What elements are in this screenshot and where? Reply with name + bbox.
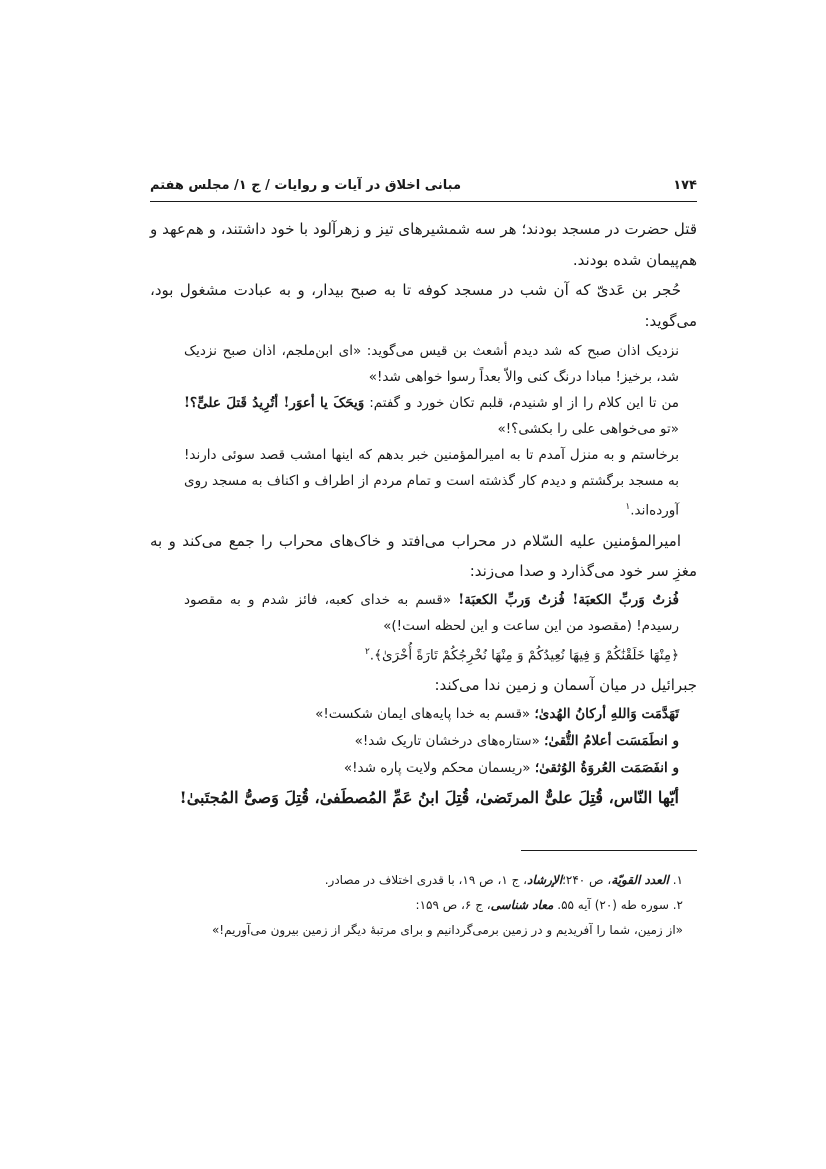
quote-8 <box>150 755 697 782</box>
quote-6-arabic: تَهَدَّمَت وَاللهِ أرکانُ الهُدیٰ؛ <box>534 705 679 722</box>
quote-7-arabic: و انطَمَسَت أعلامُ التُّقیٰ؛ <box>544 732 679 749</box>
header-rule <box>150 201 697 202</box>
page-number: ۱۷۴ <box>673 177 697 193</box>
footnote-1 <box>150 868 697 893</box>
footnote-2-source: معاد شناسی <box>490 898 554 912</box>
paragraph-4: جبرائیل در میان آسمان و زمین ندا می‌کند: <box>434 676 697 694</box>
footnote-1-detail: ، ج ۱، ص ۱۹، با قدری اختلاف در مصادر. <box>324 873 528 887</box>
footnote-ref-2[interactable]: ۲ <box>364 646 370 657</box>
quote-4 <box>150 587 697 639</box>
footnotes <box>150 868 697 943</box>
quote-6 <box>150 701 697 728</box>
paragraph-3: امیرالمؤمنین علیه السّلام در محراب می‌افتد و خاک‌های محراب را جمع می‌کند و به مغزِ سر خود می‌گذارد و صدا می‌زند: <box>150 531 697 580</box>
quote-2-translation: «تو می‌خواهی علی را بکشی؟!» <box>497 421 679 437</box>
footnote-3: «از زمین، شما را آفریدیم و در زمین برمی‌گردانیم و برای مرتبهٔ دیگر از زمین بیرون می‌آوریم!» <box>211 923 683 937</box>
footnote-2 <box>150 893 697 918</box>
quote-4-arabic: فُزتُ وَربِّ الکعبَة! فُزتُ وَربِّ الکعبَة! <box>458 591 679 608</box>
quote-5 <box>150 639 697 669</box>
quote-4-translation: «قسم به خدای کعبه، فائز شدم و به مقصود رسیدم! (مقصود من این ساعت و این لحظه است!)» <box>184 591 679 634</box>
footnote-1-source-2: الإرشاد <box>527 873 563 887</box>
footnote-2-detail: ، ج ۶، ص ۱۵۹: <box>415 898 491 912</box>
paragraph-1: قتل حضرت در مسجد بودند؛ هر سه شمشیرهای تیز و زهرآلود با خود داشتند، و هم‌عهد و هم‌پیمان شده بودند. <box>150 220 697 269</box>
footnote-ref-1[interactable]: ۱ <box>625 502 631 512</box>
quote-6-translation: «قسم به خدا پایه‌های ایمان شکست!» <box>315 705 531 722</box>
footnote-rule <box>521 850 697 851</box>
book-page <box>150 0 697 1169</box>
quote-2 <box>150 390 697 442</box>
quote-2-arabic: وَیحَکَ یا أعوَر! أتُرِیدُ قَتلَ علیٍّ؟! <box>184 395 365 411</box>
quote-8-arabic: و انفَصَمَت العُروَةُ الوُثقیٰ؛ <box>534 759 679 776</box>
quote-9-arabic: أيّها النّاس، قُتِلَ علیٌّ المرتَضیٰ، قُتِلَ ابنُ عَمِّ المُصطَفیٰ، قُتِلَ وَصیُّ المُجتَبیٰ! <box>179 787 679 807</box>
quote-3 <box>150 442 697 524</box>
quote-7-translation: «ستاره‌های درخشان تاریک شد!» <box>354 732 540 749</box>
quran-verse: ﴿مِنْهَا خَلَقْنَٰكُمْ وَ فِيهَا نُعِيدُكُمْ وَ مِنْهَا نُخْرِجُكُمْ تَارَةً أُخْرَىٰ﴾. <box>369 647 679 663</box>
quote-1: نزدیک اذان صبح که شد دیدم أشعث بن قیس می‌گوید: «ای ابن‌ملجم، اذان صبح نزدیک شد، برخیز! مبادا درنگ کنی والاّ بعداً رسوا خواهی شد!» <box>184 343 679 385</box>
quote-7 <box>150 728 697 755</box>
footnote-1-page: ، ص ۲۴۰؛ <box>562 873 612 887</box>
footnote-1-source: العدد القویّة <box>611 873 669 887</box>
page-header <box>150 172 697 198</box>
footnote-1-number: ۱. <box>672 873 683 887</box>
page-body <box>150 214 697 814</box>
footnote-2-ref: ۲. سوره طه (۲۰) آیه ۵۵. <box>557 898 683 912</box>
running-title: مبانی اخلاق در آیات و روایات / ج ۱/ مجلس هفتم <box>150 177 461 193</box>
quote-3-text: برخاستم و به منزل آمدم تا به امیرالمؤمنین خبر بدهم که اینها امشب قصد سوئی دارند! به مسجد برگشتم و دیدم کار گذشته است و تمام مردم از اطراف و اکناف به مسجد روی آورده‌اند. <box>184 447 679 519</box>
quote-2-text: من تا این کلام را از او شنیدم، قلبم تکان خورد و گفتم: <box>369 395 679 411</box>
paragraph-2: حُجر بن عَدیّ که آن شب در مسجد کوفه تا به صبح بیدار، و به عبادت مشغول بود، می‌گوید: <box>150 281 697 330</box>
quote-8-translation: «ریسمان محکم ولایت پاره شد!» <box>343 759 531 776</box>
